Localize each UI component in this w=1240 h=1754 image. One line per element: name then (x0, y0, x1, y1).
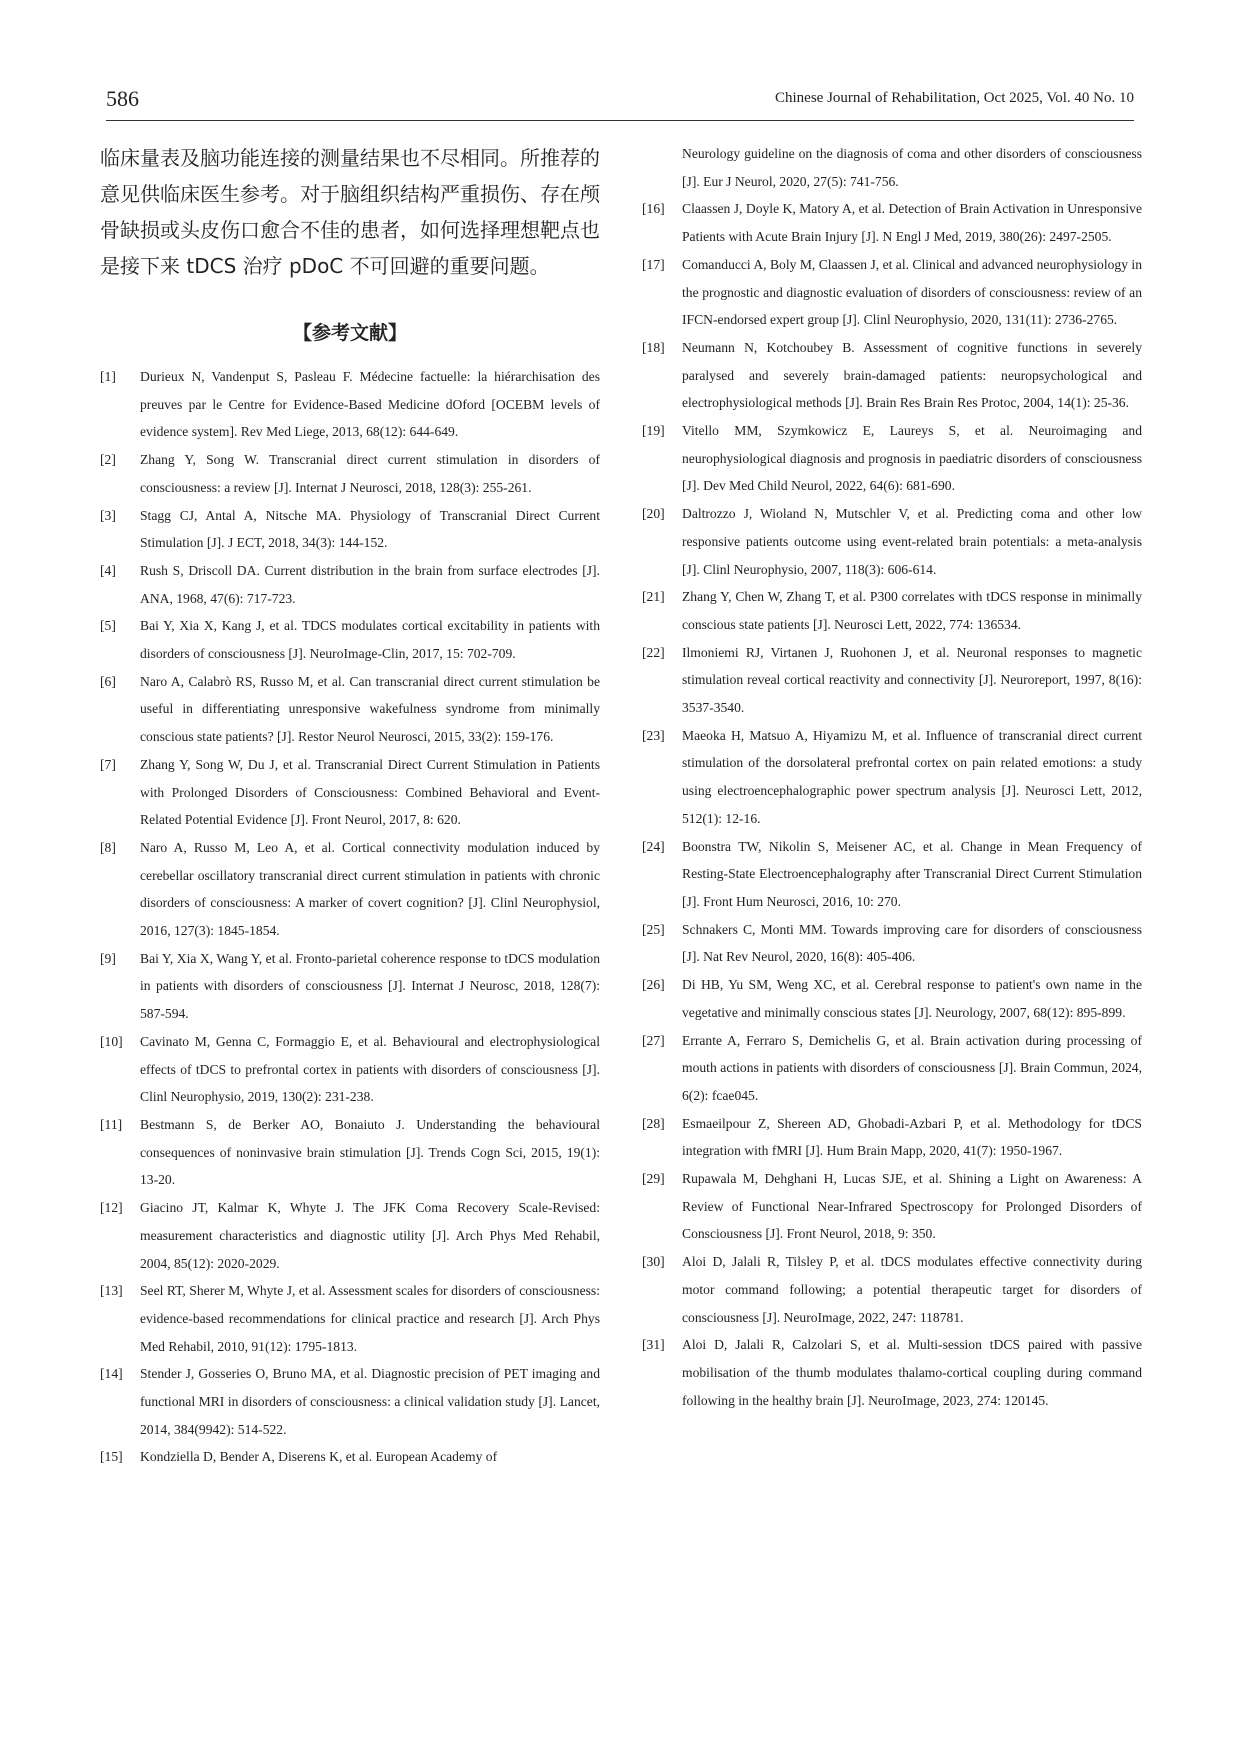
reference-number: [27] (642, 1032, 665, 1048)
reference-number: [21] (642, 589, 665, 605)
reference-number: [8] (100, 839, 116, 855)
reference-text: Aloi D, Jalali R, Calzolari S, et al. Multi-session tDCS paired with passive mobilisation of the thumb modulates thalamo-cortical coupling during command following in the healthy brain [J]. NeuroImage, 2023, 274: 120145. (682, 1337, 1142, 1408)
reference-text: Stender J, Gosseries O, Bruno MA, et al. Diagnostic precision of PET imaging and functional MRI in disorders of consciousness: a clinical validation study [J]. Lancet, 2014, 384(9942): 514-522. (140, 1366, 600, 1437)
reference-item (642, 195, 1142, 250)
reference-item (100, 668, 600, 751)
reference-number: [25] (642, 921, 665, 937)
reference-item (100, 751, 600, 834)
reference-number: [22] (642, 644, 665, 660)
reference-item (642, 583, 1142, 638)
reference-number: [18] (642, 339, 665, 355)
reference-text: Stagg CJ, Antal A, Nitsche MA. Physiology of Transcranial Direct Current Stimulation [J]. J ECT, 2018, 34(3): 144-152. (140, 507, 600, 551)
reference-item (642, 251, 1142, 334)
left-column (100, 140, 600, 1471)
reference-item (642, 1027, 1142, 1110)
reference-number: [11] (100, 1116, 123, 1132)
reference-item (642, 1110, 1142, 1165)
reference-number: [14] (100, 1366, 123, 1382)
reference-text: Vitello MM, Szymkowicz E, Laureys S, et al. Neuroimaging and neurophysiological diagnosis and prognosis in paediatric disorders of consciousness [J]. Dev Med Child Neurol, 2022, 64(6): 681-690. (682, 423, 1142, 494)
reference-number: [15] (100, 1449, 123, 1465)
reference-item (100, 1360, 600, 1443)
reference-number: [20] (642, 506, 665, 522)
reference-item (642, 1331, 1142, 1414)
reference-item (100, 446, 600, 501)
reference-text: Maeoka H, Matsuo A, Hiyamizu M, et al. Influence of transcranial direct current stimulation of the dorsolateral prefrontal cortex on pain related emotions: a study using electroencephalographic power spectrum analysis [J]. Neurosci Lett, 2012, 512(1): 12-16. (682, 727, 1142, 826)
reference-text: Giacino JT, Kalmar K, Whyte J. The JFK Coma Recovery Scale-Revised: measurement characteristics and diagnostic utility [J]. Arch Phys Med Rehabil, 2004, 85(12): 2020-2029. (140, 1200, 600, 1271)
reference-item (100, 945, 600, 1028)
reference-text: Cavinato M, Genna C, Formaggio E, et al. Behavioural and electrophysiological effects of tDCS to prefrontal cortex in patients with disorders of consciousness [J]. Clinl Neurophysio, 2019, 130(2): 231-238. (140, 1033, 600, 1105)
reference-text: Aloi D, Jalali R, Tilsley P, et al. tDCS modulates effective connectivity during motor command following; a potential therapeutic target for disorders of consciousness [J]. NeuroImage, 2022, 247: 118781. (682, 1254, 1142, 1325)
reference-text: Zhang Y, Song W. Transcranial direct current stimulation in disorders of consciousness: a review [J]. Internat J Neurosci, 2018, 128(3): 255-261. (140, 452, 600, 495)
reference-text: Bai Y, Xia X, Wang Y, et al. Fronto-parietal coherence response to tDCS modulation in patients with disorders of consciousness [J]. Internat J Neurosc, 2018, 128(7): 587-594. (140, 950, 600, 1022)
reference-number: [13] (100, 1283, 123, 1299)
reference-text: Comanducci A, Boly M, Claassen J, et al. Clinical and advanced neurophysiology in the prognostic and diagnostic evaluation of disorders of consciousness: review of an IFCN-endorsed expert group [J]. Clinl Neurophysio, 2020, 131(11): 2736-2765. (682, 256, 1142, 328)
references-list-left (100, 363, 600, 1471)
reference-continuation: Neurology guideline on the diagnosis of coma and other disorders of consciousness [J]. Eur J Neurol, 2020, 27(5): 741-756. (682, 146, 1142, 189)
body-paragraph: 临床量表及脑功能连接的测量结果也不尽相同。所推荐的意见供临床医生参考。对于脑组织结构严重损伤、存在颅骨缺损或头皮伤口愈合不佳的患者，如何选择理想靶点也是接下来 tDCS 治疗 pDoC 不可回避的重要问题。 (100, 146, 600, 278)
reference-item (100, 1111, 600, 1194)
references-list-right (642, 195, 1142, 1414)
reference-item (100, 1028, 600, 1111)
reference-text: Boonstra TW, Nikolin S, Meisener AC, et al. Change in Mean Frequency of Resting-State Electroencephalography after Transcranial Direct Current Stimulation [J]. Front Hum Neurosci, 2016, 10: 270. (682, 838, 1142, 909)
reference-number: [4] (100, 562, 116, 578)
reference-text: Ilmoniemi RJ, Virtanen J, Ruohonen J, et al. Neuronal responses to magnetic stimulation reveal cortical reactivity and connectivity [J]. Neuroreport, 1997, 8(16): 3537-3540. (682, 644, 1142, 716)
reference-item (100, 1194, 600, 1277)
reference-text: Bestmann S, de Berker AO, Bonaiuto J. Understanding the behavioural consequences of noninvasive brain stimulation [J]. Trends Cogn Sci, 2015, 19(1): 13-20. (140, 1116, 600, 1188)
reference-number: [29] (642, 1171, 665, 1187)
reference-item (100, 834, 600, 945)
reference-item (100, 363, 600, 446)
reference-item (642, 833, 1142, 916)
reference-text: Zhang Y, Song W, Du J, et al. Transcranial Direct Current Stimulation in Patients with Prolonged Disorders of Consciousness: Combined Behavioral and Event-Related Potential Evidence [J]. Front Neurol, 2017, 8: 620. (140, 756, 600, 828)
reference-text: Rush S, Driscoll DA. Current distribution in the brain from surface electrodes [J]. ANA, 1968, 47(6): 717-723. (140, 562, 600, 606)
reference-item (642, 971, 1142, 1026)
reference-number: [1] (100, 369, 116, 384)
reference-number: [6] (100, 673, 116, 689)
reference-item (642, 916, 1142, 971)
reference-item (100, 502, 600, 557)
page-number: 586 (106, 86, 139, 111)
reference-text: Naro A, Russo M, Leo A, et al. Cortical connectivity modulation induced by cerebellar oscillatory transcranial direct current stimulation in patients with chronic disorders of consciousness: A marker of covert cognition? [J]. Clinl Neurophysiol, 2016, 127(3): 1845-1854. (140, 839, 600, 939)
reference-text: Schnakers C, Monti MM. Towards improving care for disorders of consciousness [J]. Nat Rev Neurol, 2020, 16(8): 405-406. (682, 921, 1142, 965)
reference-text: Daltrozzo J, Wioland N, Mutschler V, et al. Predicting coma and other low responsive patients outcome using event-related brain potentials: a meta-analysis [J]. Clinl Neurophysio, 2007, 118(3): 606-614. (682, 506, 1142, 577)
reference-item (642, 1248, 1142, 1331)
reference-item (642, 500, 1142, 583)
reference-item (642, 417, 1142, 500)
reference-text: Esmaeilpour Z, Shereen AD, Ghobadi-Azbari P, et al. Methodology for tDCS integration with fMRI [J]. Hum Brain Mapp, 2020, 41(7): 1950-1967. (682, 1115, 1142, 1159)
reference-item (100, 1277, 600, 1360)
reference-number: [31] (642, 1337, 665, 1353)
reference-number: [12] (100, 1200, 123, 1216)
reference-number: [30] (642, 1254, 665, 1270)
reference-text: Rupawala M, Dehghani H, Lucas SJE, et al. Shining a Light on Awareness: A Review of Functional Near-Infrared Spectroscopy for Prolonged Disorders of Consciousness [J]. Front Neurol, 2018, 9: 350. (682, 1171, 1142, 1242)
reference-number: [7] (100, 756, 116, 772)
right-column (642, 140, 1142, 1414)
reference-number: [19] (642, 423, 665, 439)
reference-text: Zhang Y, Chen W, Zhang T, et al. P300 correlates with tDCS response in minimally conscious state patients [J]. Neurosci Lett, 2022, 774: 136534. (682, 589, 1142, 632)
reference-number: [28] (642, 1115, 665, 1131)
references-heading: 【参考文献】 (292, 322, 407, 344)
reference-number: [17] (642, 256, 665, 272)
page-header (106, 86, 1134, 121)
reference-text: Seel RT, Sherer M, Whyte J, et al. Assessment scales for disorders of consciousness: evidence-based recommendations for clinical practice and research [J]. Arch Phys Med Rehabil, 2010, 91(12): 1795-1813. (140, 1283, 600, 1354)
reference-item (642, 1165, 1142, 1248)
reference-number: [26] (642, 977, 665, 993)
reference-text: Di HB, Yu SM, Weng XC, et al. Cerebral response to patient's own name in the vegetative and minimally conscious states [J]. Neurology, 2007, 68(12): 895-899. (682, 977, 1142, 1020)
reference-item (100, 612, 600, 667)
reference-number: [24] (642, 838, 665, 854)
reference-item (642, 722, 1142, 833)
reference-text: Kondziella D, Bender A, Diserens K, et al. European Academy of (140, 1449, 498, 1465)
reference-text: Claassen J, Doyle K, Matory A, et al. Detection of Brain Activation in Unresponsive Patients with Acute Brain Injury [J]. N Engl J Med, 2019, 380(26): 2497-2505. (682, 201, 1142, 245)
reference-number: [2] (100, 452, 116, 468)
reference-text: Errante A, Ferraro S, Demichelis G, et al. Brain activation during processing of mouth actions in patients with disorders of consciousness [J]. Brain Commun, 2024, 6(2): fcae045. (682, 1032, 1142, 1103)
reference-item (642, 334, 1142, 417)
journal-citation: Chinese Journal of Rehabilitation, Oct 2025, Vol. 40 No. 10 (775, 90, 1134, 106)
reference-item (100, 557, 600, 612)
reference-text: Naro A, Calabrò RS, Russo M, et al. Can transcranial direct current stimulation be useful in differentiating unresponsive wakefulness syndrome from minimally conscious state patients? [J]. Restor Neurol Neurosci, 2015, 33(2): 159-176. (140, 673, 600, 745)
reference-text: Neumann N, Kotchoubey B. Assessment of cognitive functions in severely paralysed and severely brain-damaged patients: neuropsychological and electrophysiological methods [J]. Brain Res Brain Res Protoc, 2004, 14(1): 25-36. (682, 339, 1142, 411)
reference-number: [23] (642, 727, 665, 743)
reference-number: [5] (100, 618, 116, 634)
reference-item (642, 639, 1142, 722)
reference-number: [16] (642, 201, 665, 217)
reference-text: Bai Y, Xia X, Kang J, et al. TDCS modulates cortical excitability in patients with disorders of consciousness [J]. NeuroImage-Clin, 2017, 15: 702-709. (140, 618, 600, 662)
reference-text: Durieux N, Vandenput S, Pasleau F. Médecine factuelle: la hiérarchisation des preuves par le Centre for Evidence-Based Medicine dOford [OCEBM levels of evidence system]. Rev Med Liege, 2013, 68(12): 644-649. (140, 369, 600, 440)
reference-number: [3] (100, 507, 116, 523)
reference-number: [10] (100, 1033, 123, 1049)
reference-number: [9] (100, 950, 116, 966)
reference-item (100, 1443, 600, 1471)
